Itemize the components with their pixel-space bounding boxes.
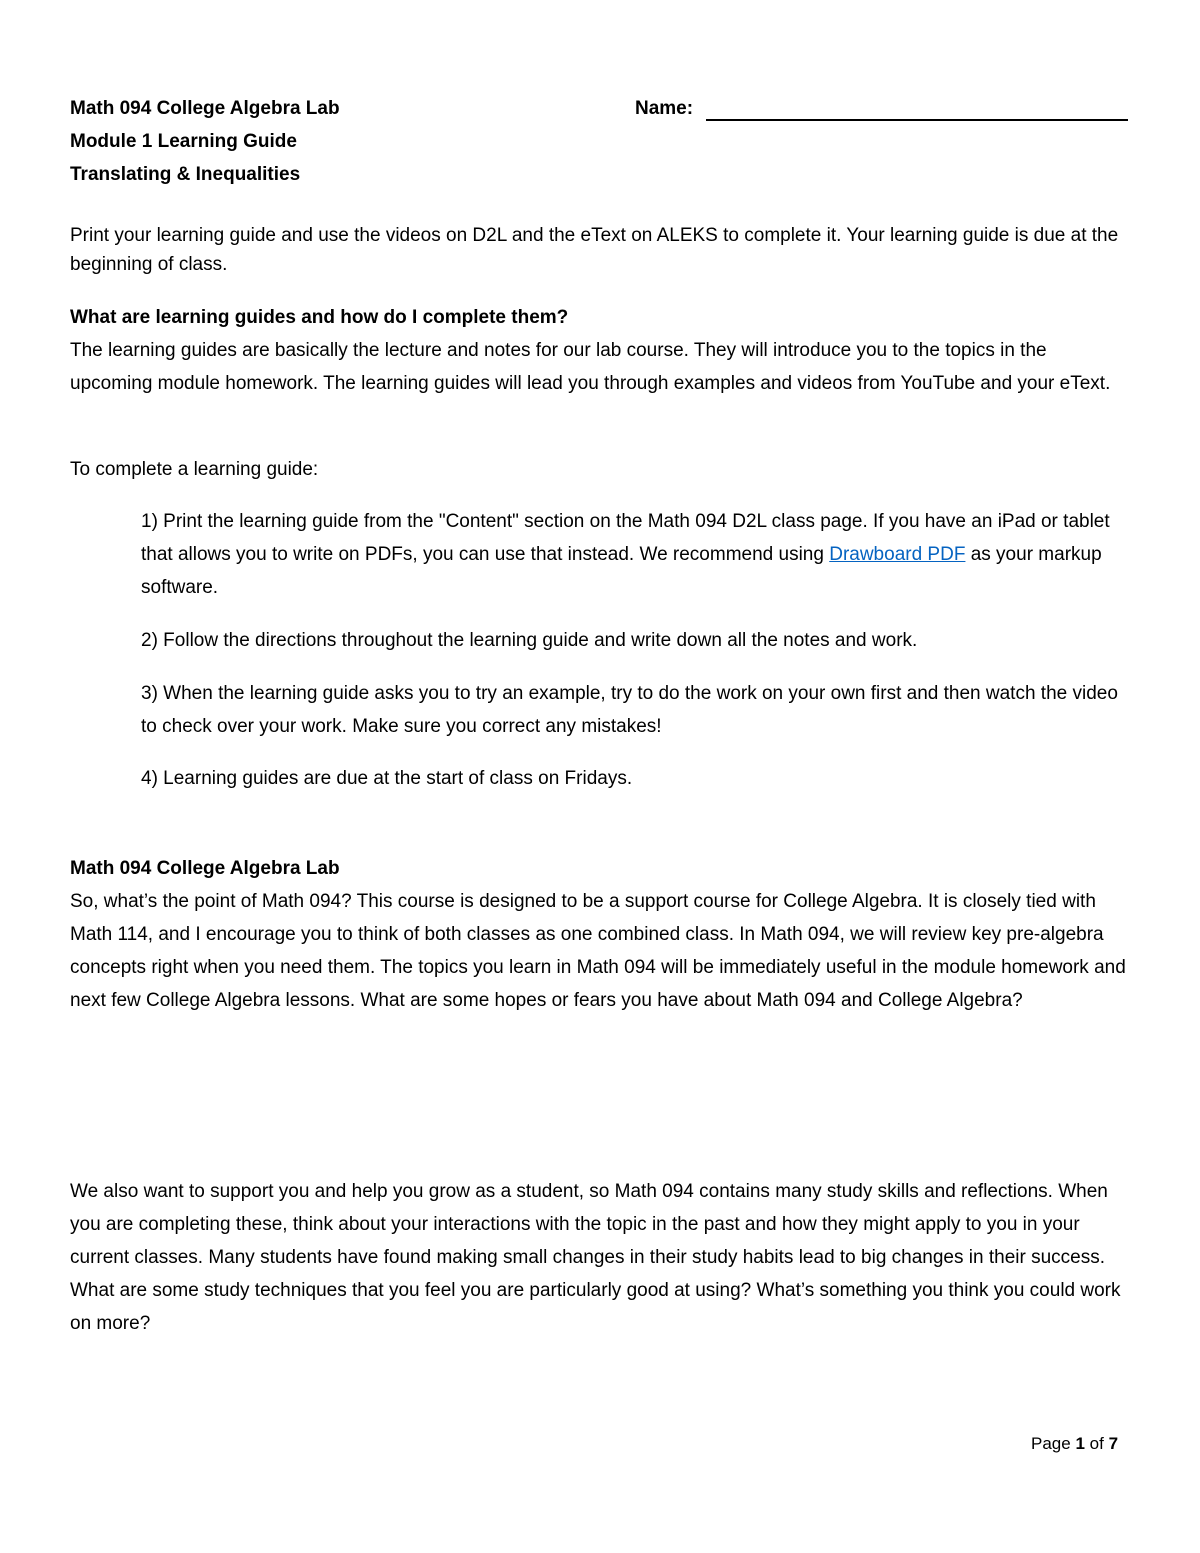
page-number (1031, 1433, 1118, 1455)
what-are-heading: What are learning guides and how do I complete them? (70, 307, 569, 328)
of-word: of (1089, 1434, 1104, 1453)
step-1 (141, 505, 1131, 604)
step-2: 2) Follow the directions throughout the learning guide and write down all the notes and work. (141, 630, 918, 651)
drawboard-pdf-link[interactable]: Drawboard PDF (829, 544, 966, 565)
name-label: Name: (635, 98, 694, 119)
step-1-text-after: as your markup software. (141, 544, 1102, 598)
page-total: 7 (1108, 1434, 1119, 1453)
course-title: Math 094 College Algebra Lab (70, 98, 340, 119)
page-word: Page (1031, 1434, 1071, 1453)
topic-title: Translating & Inequalities (70, 164, 301, 185)
study-body: We also want to support you and help you grow as a student, so Math 094 contains many study skills and reflections. When you are completing these, think about your interactions with the topic in the past and how they might apply to you in your current classes. Many students have found making small changes in their study habits lead to big changes in their success. What are some study techniques that you feel you are particularly good at using? What’s something you think you could work on more? (70, 1181, 1121, 1334)
what-are-body: The learning guides are basically the lecture and notes for our lab course. They will introduce you to the topics in the upcoming module homework. The learning guides will lead you through examples and videos from YouTube and your eText. (70, 340, 1111, 394)
step-4: 4) Learning guides are due at the start of class on Fridays. (141, 768, 633, 789)
complete-lead: To complete a learning guide: (70, 459, 319, 480)
lab-body: So, what’s the point of Math 094? This course is designed to be a support course for College Algebra. It is closely tied with Math 114, and I encourage you to think of both classes as one combined class. In Math 094, we will review key pre-algebra concepts right when you need them. The topics you learn in Math 094 will be immediately useful in the module homework and next few College Algebra lessons. What are some hopes or fears you have about Math 094 and College Algebra? (70, 891, 1126, 1011)
module-title: Module 1 Learning Guide (70, 131, 297, 152)
name-field-line[interactable] (706, 119, 1128, 121)
step-3: 3) When the learning guide asks you to try an example, try to do the work on your own first and then watch the video to check over your work. Make sure you correct any mistakes! (141, 683, 1118, 737)
intro-paragraph: Print your learning guide and use the videos on D2L and the eText on ALEKS to complete it. Your learning guide is due at the beginning of class. (70, 225, 1119, 275)
lab-heading: Math 094 College Algebra Lab (70, 858, 340, 879)
page-current: 1 (1075, 1434, 1085, 1453)
step-1-text-before: 1) Print the learning guide from the "Content" section on the Math 094 D2L class page. If you have an iPad or tablet that allows you to write on PDFs, you can use that instead. We recommend using (141, 511, 1110, 565)
